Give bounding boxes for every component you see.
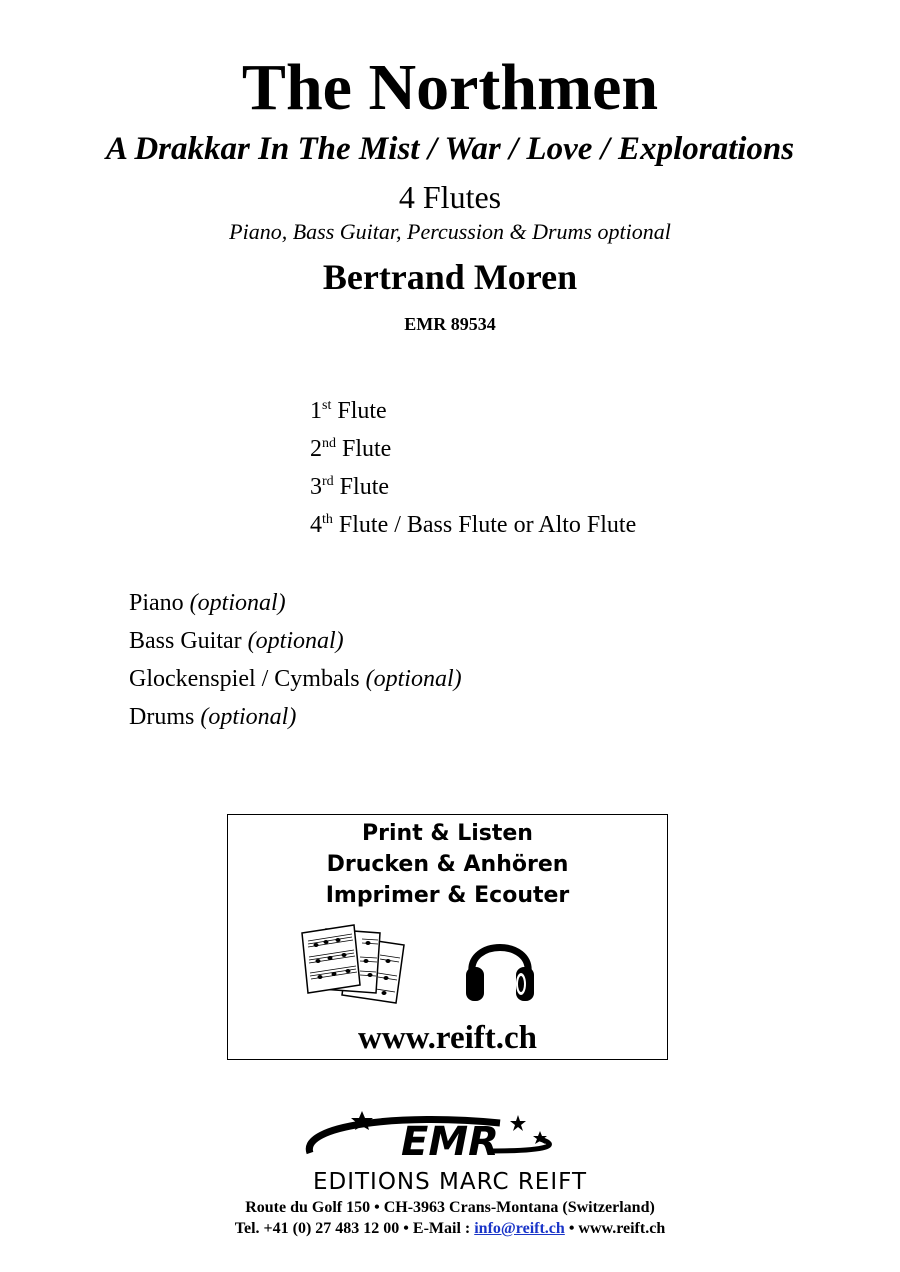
optional-parts-list [129,584,462,736]
page-title: The Northmen [241,51,659,124]
optional-part-item: Piano (optional) [129,590,286,616]
composer-name: Bertrand Moren [322,257,578,297]
optional-part-item: Bass Guitar (optional) [129,628,344,654]
publisher-name: EDITIONS MARC REIFT [312,1169,588,1195]
sheet-music-icon [300,923,412,1007]
instrumentation: 4 Flutes [398,179,502,215]
print-listen-box [227,814,668,1060]
print-listen-fr: Imprimer & Ecouter [325,883,570,908]
parts-list [310,392,636,544]
website-url: www.reift.ch [357,1020,538,1056]
email-link[interactable]: info@reift.ch [474,1220,565,1237]
part-item: 1st Flute [310,398,387,424]
optional-part-item: Drums (optional) [129,704,297,730]
optional-part-item: Glockenspiel / Cymbals (optional) [129,666,462,692]
emr-logo-text: EMR [401,1119,499,1165]
part-item: 3rd Flute [310,474,390,500]
emr-logo [250,1105,650,1195]
part-item: 4th Flute / Bass Flute or Alto Flute [310,512,637,538]
part-item: 2nd Flute [310,436,392,462]
subtitle: A Drakkar In The Mist / War / Love / Explorations [105,131,795,167]
telephone-text: Tel. +41 (0) 27 483 12 00 • E-Mail : [234,1220,475,1237]
catalog-number: EMR 89534 [404,314,496,334]
headphones-icon [464,925,536,1005]
publisher-contact [0,1218,900,1240]
website-text: • www.reift.ch [564,1220,666,1237]
optional-note: Piano, Bass Guitar, Percussion & Drums optional [229,219,671,244]
publisher-address: Route du Golf 150 • CH-3963 Crans-Montana (Switzerland) [245,1199,655,1216]
print-listen-en: Print & Listen [362,821,533,846]
print-listen-de: Drucken & Anhören [326,852,569,877]
